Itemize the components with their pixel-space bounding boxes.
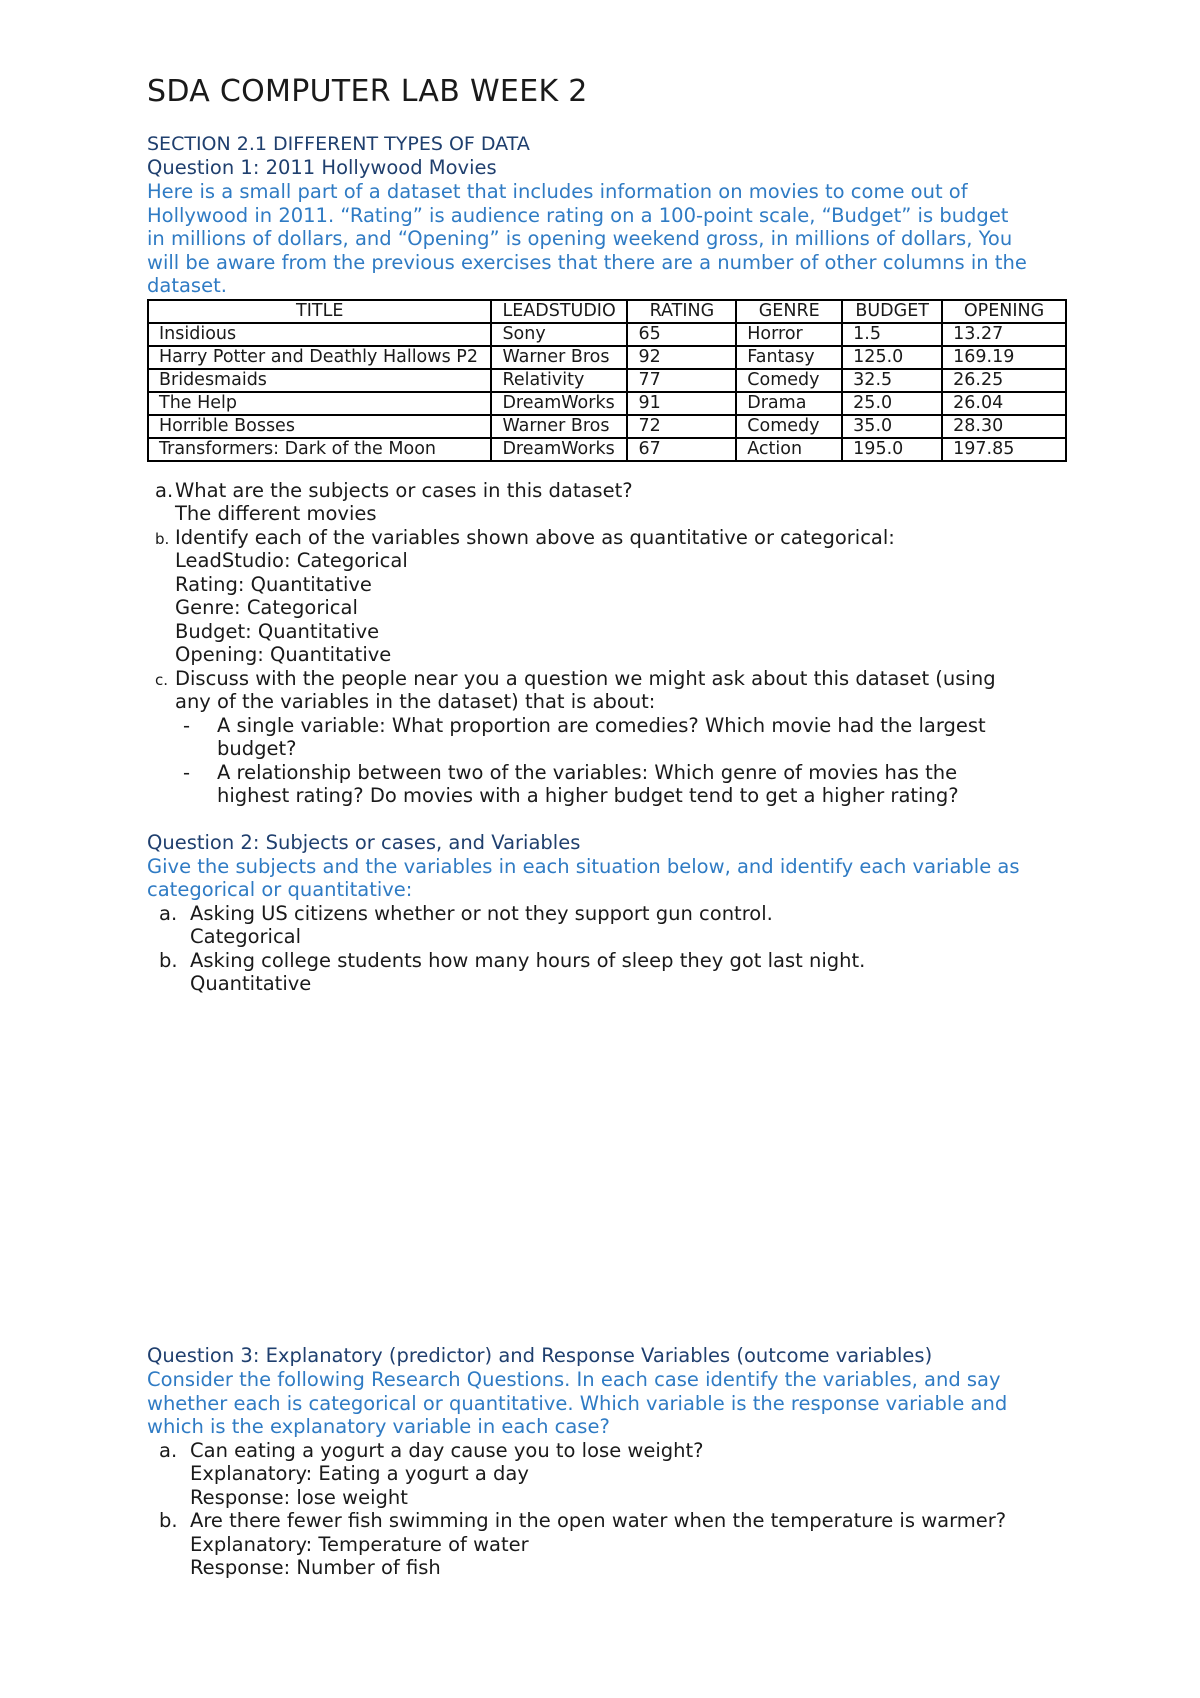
q1-intro-line: will be aware from the previous exercises that there are a number of other columns in the bbox=[147, 250, 1027, 274]
table-cell: 72 bbox=[627, 415, 736, 438]
answer-text: Response: lose weight bbox=[190, 1485, 408, 1509]
table-cell: 125.0 bbox=[842, 346, 942, 369]
answer-text: The different movies bbox=[175, 502, 377, 525]
q1-questions bbox=[147, 479, 1067, 808]
answer-text: Quantitative bbox=[190, 972, 312, 995]
q1-item-c bbox=[147, 667, 1067, 714]
q1-intro-line: Hollywood in 2011. “Rating” is audience rating on a 100-point scale, “Budget” is budget bbox=[147, 203, 1009, 227]
column-header: BUDGET bbox=[842, 300, 942, 323]
q3-item-a bbox=[147, 1439, 1067, 1463]
dash-marker: - bbox=[183, 713, 191, 737]
column-header: RATING bbox=[627, 300, 736, 323]
q2-block bbox=[147, 831, 1067, 996]
question-text: Identify each of the variables shown above as quantitative or categorical: bbox=[175, 525, 895, 549]
list-marker: a. bbox=[155, 478, 174, 502]
q3-heading: Question 3: Explanatory (predictor) and Response Variables (outcome variables) bbox=[147, 1344, 933, 1367]
q2-intro-line: categorical or quantitative: bbox=[147, 878, 413, 901]
question-text: Asking college students how many hours of sleep they got last night. bbox=[190, 948, 866, 972]
q3-intro-line: which is the explanatory variable in each case? bbox=[147, 1415, 610, 1438]
q2-items bbox=[147, 902, 1067, 996]
table-cell: DreamWorks bbox=[491, 438, 627, 461]
q1-intro-line: in millions of dollars, and “Opening” is opening weekend gross, in millions of dollars, You bbox=[147, 227, 1013, 250]
table-row bbox=[148, 369, 1066, 392]
bullet-text: A relationship between two of the variables: Which genre of movies has the bbox=[217, 760, 958, 784]
table-header-row bbox=[148, 300, 1066, 323]
answer-text: Opening: Quantitative bbox=[175, 643, 392, 666]
q3-intro bbox=[147, 1368, 1067, 1439]
table-cell: Transformers: Dark of the Moon bbox=[148, 438, 491, 461]
q1-item-a bbox=[147, 479, 1067, 503]
answer-text: Response: Number of fish bbox=[190, 1556, 441, 1579]
table-cell: 65 bbox=[627, 323, 736, 346]
answer-text: Budget: Quantitative bbox=[175, 619, 380, 643]
question-text: Can eating a yogurt a day cause you to lose weight? bbox=[190, 1438, 704, 1462]
table-cell: 35.0 bbox=[842, 415, 942, 438]
q3-items bbox=[147, 1439, 1067, 1580]
table-cell: Bridesmaids bbox=[148, 369, 491, 392]
list-marker: a. bbox=[159, 901, 178, 925]
q2-heading: Question 2: Subjects or cases, and Variables bbox=[147, 830, 581, 854]
table-cell: Relativity bbox=[491, 369, 627, 392]
table-cell: 91 bbox=[627, 392, 736, 415]
question-text: Discuss with the people near you a question we might ask about this dataset (using bbox=[175, 666, 996, 690]
answer-text: Genre: Categorical bbox=[175, 596, 358, 619]
answer-text: Categorical bbox=[190, 925, 302, 948]
table-row bbox=[148, 323, 1066, 346]
table-cell: Warner Bros bbox=[491, 415, 627, 438]
column-header: TITLE bbox=[148, 300, 491, 323]
q2-intro bbox=[147, 855, 1067, 902]
column-header: LEADSTUDIO bbox=[491, 300, 627, 323]
table-cell: Horrible Bosses bbox=[148, 415, 491, 438]
table-cell: Action bbox=[736, 438, 842, 461]
q1-intro bbox=[147, 180, 1067, 298]
answer-text: LeadStudio: Categorical bbox=[175, 549, 408, 572]
question-text: Are there fewer fish swimming in the open water when the temperature is warmer? bbox=[190, 1509, 1007, 1532]
table-row bbox=[148, 346, 1066, 369]
list-marker: c. bbox=[155, 670, 169, 689]
q3-block bbox=[147, 1344, 1067, 1580]
table-cell: Horror bbox=[736, 323, 842, 346]
table-cell: Comedy bbox=[736, 415, 842, 438]
table-cell: 28.30 bbox=[942, 415, 1066, 438]
q2-item-a bbox=[147, 902, 1067, 926]
table-cell: 1.5 bbox=[842, 323, 942, 346]
question-text: Asking US citizens whether or not they support gun control. bbox=[190, 901, 773, 925]
list-marker: b. bbox=[159, 948, 178, 972]
table-cell: Warner Bros bbox=[491, 346, 627, 369]
movies-table bbox=[147, 299, 1067, 462]
dash-marker: - bbox=[183, 760, 191, 784]
table-cell: Comedy bbox=[736, 369, 842, 392]
answer-text: Rating: Quantitative bbox=[175, 572, 372, 596]
q2-intro-line: Give the subjects and the variables in each situation below, and identify each variable as bbox=[147, 854, 1020, 878]
answer-text: Explanatory: Eating a yogurt a day bbox=[190, 1462, 529, 1485]
table-cell: 77 bbox=[627, 369, 736, 392]
list-marker: a. bbox=[159, 1438, 178, 1462]
table-cell: Sony bbox=[491, 323, 627, 346]
table-cell: 26.04 bbox=[942, 392, 1066, 415]
q1-heading: Question 1: 2011 Hollywood Movies bbox=[147, 156, 497, 179]
table-cell: 195.0 bbox=[842, 438, 942, 461]
table-row bbox=[148, 415, 1066, 438]
table-cell: 13.27 bbox=[942, 323, 1066, 346]
column-header: GENRE bbox=[736, 300, 842, 323]
answer-text: Explanatory: Temperature of water bbox=[190, 1532, 529, 1556]
q3-item-b bbox=[147, 1509, 1067, 1533]
table-row bbox=[148, 438, 1066, 461]
table-cell: 169.19 bbox=[942, 346, 1066, 369]
table-cell: 197.85 bbox=[942, 438, 1066, 461]
table-cell: Insidious bbox=[148, 323, 491, 346]
question-text: any of the variables in the dataset) that is about: bbox=[175, 690, 656, 713]
section-heading: SECTION 2.1 DIFFERENT TYPES OF DATA bbox=[147, 133, 530, 155]
table-cell: 67 bbox=[627, 438, 736, 461]
table-cell: DreamWorks bbox=[491, 392, 627, 415]
table-cell: Drama bbox=[736, 392, 842, 415]
document-title: SDA COMPUTER LAB WEEK 2 bbox=[147, 74, 588, 109]
list-marker: b. bbox=[155, 529, 170, 548]
dash-bullet bbox=[147, 714, 1067, 761]
table-cell: 26.25 bbox=[942, 369, 1066, 392]
table-cell: 25.0 bbox=[842, 392, 942, 415]
q1-intro-line: dataset. bbox=[147, 274, 227, 297]
column-header: OPENING bbox=[942, 300, 1066, 323]
table-cell: Harry Potter and Deathly Hallows P2 bbox=[148, 346, 491, 369]
document-page bbox=[147, 72, 1067, 996]
table-cell: 92 bbox=[627, 346, 736, 369]
q3-intro-line: Consider the following Research Questions. In each case identify the variables, and say bbox=[147, 1368, 1001, 1391]
question-text: What are the subjects or cases in this dataset? bbox=[175, 478, 633, 502]
dash-bullet bbox=[147, 761, 1067, 808]
bullet-text: A single variable: What proportion are comedies? Which movie had the largest bbox=[217, 713, 986, 737]
q3-intro-line: whether each is categorical or quantitative. Which variable is the response variable and bbox=[147, 1391, 1008, 1415]
q2-item-b bbox=[147, 949, 1067, 973]
table-row bbox=[148, 392, 1066, 415]
table-cell: Fantasy bbox=[736, 346, 842, 369]
bullet-text: highest rating? Do movies with a higher budget tend to get a higher rating? bbox=[217, 784, 959, 807]
list-marker: b. bbox=[159, 1509, 178, 1532]
table-cell: 32.5 bbox=[842, 369, 942, 392]
bullet-text: budget? bbox=[217, 737, 297, 760]
q1-intro-line: Here is a small part of a dataset that includes information on movies to come out of bbox=[147, 180, 968, 203]
q1-item-b bbox=[147, 526, 1067, 550]
table-cell: The Help bbox=[148, 392, 491, 415]
